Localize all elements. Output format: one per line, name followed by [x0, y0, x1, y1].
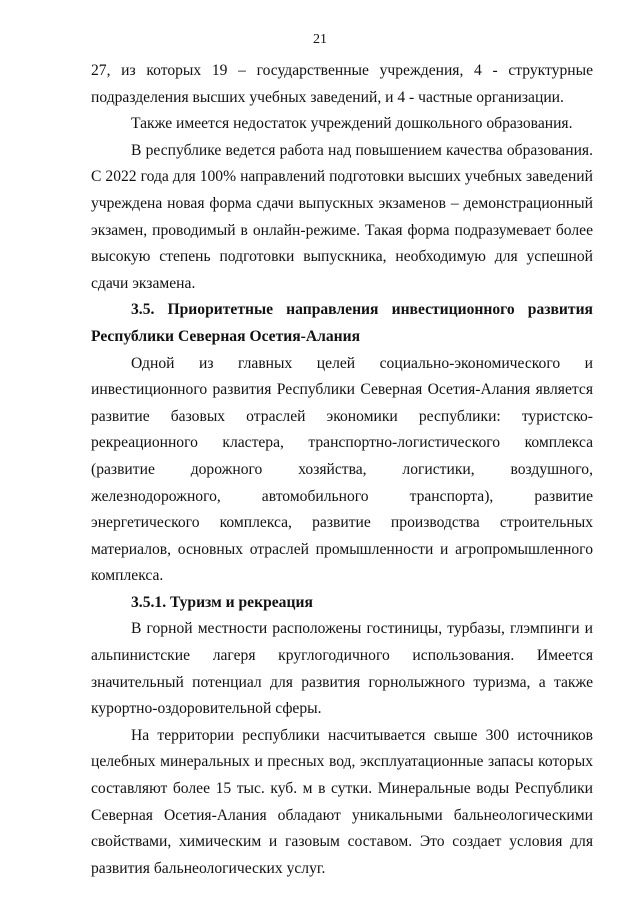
document-body: [91, 58, 593, 882]
subsection-heading-3-5-1: 3.5.1. Туризм и рекреация: [131, 593, 313, 611]
paragraph-preschool: Также имеется недостаток учреждений дошкольного образования.: [131, 115, 573, 133]
section-heading-3-5: 3.5. Приоритетные направления инвестиционного развития Республики Северная Осетия-Алания: [91, 301, 593, 345]
paragraph-mineral-waters: На территории республики насчитывается свыше 300 источников целебных минеральных и пресных вод, эксплуатационные запасы которых составляют более 15 тыс. куб. м в сутки. Минеральные воды Республики Северная Осетия-Алания обладают уникальными бальнеологическими свойствами, химическим и газовым составом. Это создает условия для развития бальнеологических услуг.: [91, 726, 593, 877]
page-number: 21: [313, 32, 327, 47]
paragraph-investment-goals: Одной из главных целей социально-экономического и инвестиционного развития Республики Северная Осетия-Алания является развитие базовых отраслей экономики республики: туристско-рекреационного кластера, транспортно-логистического комплекса (развитие дорожного хозяйства, логистики, воздушного, железнодорожного, автомобильного транспорта), развитие энергетического комплекса, развитие производства строительных материалов, основных отраслей промышленности и агропромышленного комплекса.: [91, 354, 593, 585]
paragraph-mountain-tourism: В горной местности расположены гостиницы, турбазы, глэмпинги и альпинистские лагеря круглогодичного использования. Имеется значительный потенциал для развития горнолыжного туризма, а также курортно-оздоровительной сферы.: [91, 620, 593, 718]
paragraph-education-quality: В республике ведется работа над повышением качества образования. С 2022 года для 100% направлений подготовки высших учебных заведений учреждена новая форма сдачи выпускных экзаменов – демонстрационный экзамен, проводимый в онлайн-режиме. Такая форма подразумевает более высокую степень подготовки выпускника, необходимую для успешной сдачи экзамена.: [91, 141, 593, 292]
paragraph-continuation: 27, из которых 19 – государственные учреждения, 4 - структурные подразделения высших учебных заведений, и 4 - частные организации.: [91, 62, 593, 106]
